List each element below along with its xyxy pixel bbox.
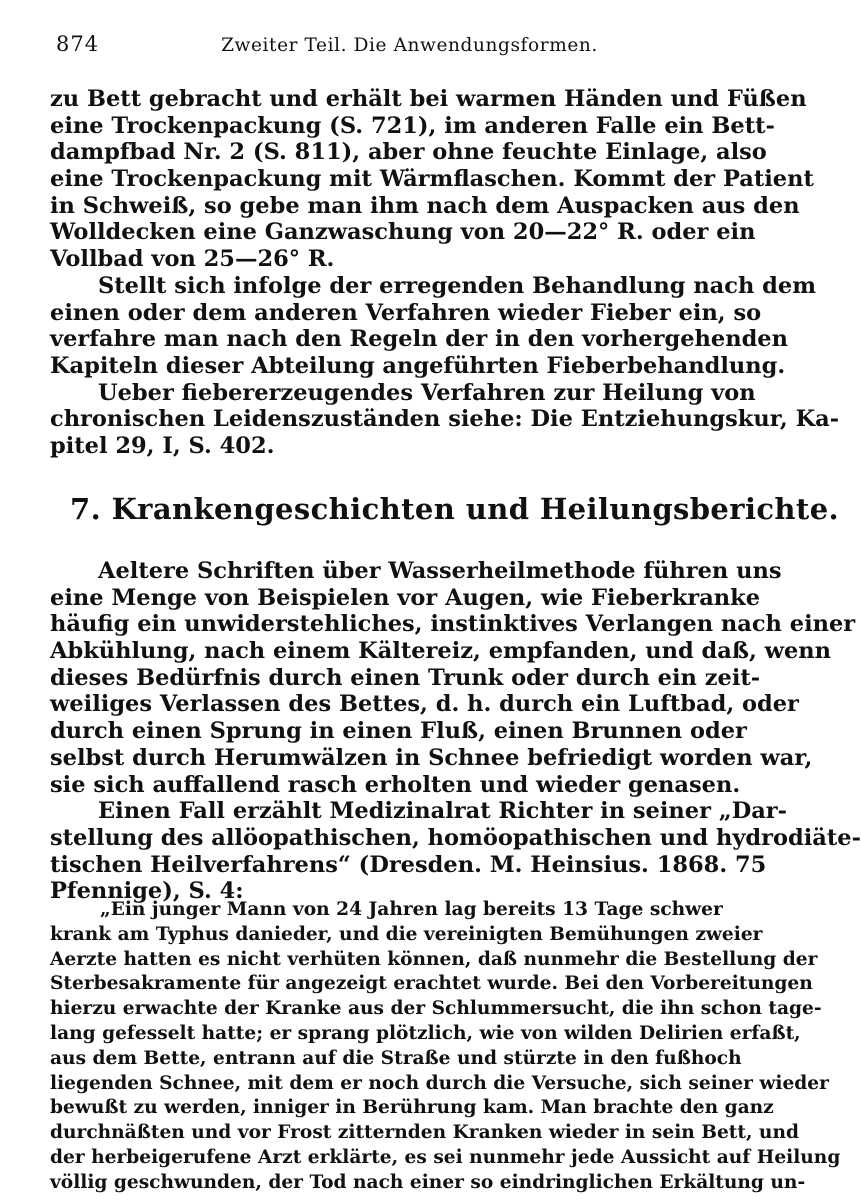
text-line: Abkühlung, nach einem Kältereiz, empfanden, und daß, wenn	[50, 638, 832, 665]
text-line: verfahre man nach den Regeln der in den vorhergehenden	[50, 326, 788, 353]
quote-line: aus dem Bette, entrann auf die Straße und stürzte in den fußhoch	[50, 1047, 742, 1069]
quote-line: „Ein junger Mann von 24 Jahren lag bereits 13 Tage schwer	[100, 899, 723, 920]
text-line: eine Trockenpackung (S. 721), im anderen Falle ein Bett-	[50, 112, 775, 139]
text-line: einen oder dem anderen Verfahren wieder Fieber ein, so	[50, 299, 762, 326]
quote-line: Sterbesakramente für angezeigt erachtet wurde. Bei den Vorbereitungen	[50, 973, 813, 995]
text-line: sie sich auffallend rasch erholten und wieder genasen.	[50, 771, 741, 798]
text-line: dieses Bedürfnis durch einen Trunk oder durch ein zeit-	[50, 664, 761, 691]
quote-line: völlig geschwunden, der Tod nach einer so eindringlichen Erkältung un-	[50, 1171, 806, 1193]
quote-line: durchnäßten und vor Frost zitternden Kranken wieder in sein Bett, und	[50, 1122, 799, 1144]
section-two-text	[50, 558, 861, 905]
quote-line: hierzu erwachte der Kranke aus der Schlummersucht, die ihn schon tage-	[50, 998, 822, 1020]
text-line: eine Menge von Beispielen vor Augen, wie Fieberkranke	[50, 584, 761, 611]
quote-line: krank am Typhus danieder, und die vereinigten Bemühungen zweier	[50, 923, 763, 945]
text-line: in Schweiß, so gebe man ihm nach dem Auspacken aus den	[50, 192, 800, 219]
text-line: Kapiteln dieser Abteilung angeführten Fieberbehandlung.	[50, 352, 786, 379]
text-line: tischen Heilverfahrens“ (Dresden. M. Heinsius. 1868. 75	[50, 851, 767, 878]
text-line: eine Trockenpackung mit Wärmflaschen. Kommt der Patient	[50, 166, 814, 193]
text-line: Pfennige), S. 4:	[50, 878, 244, 905]
text-line: pitel 29, I, S. 402.	[50, 432, 275, 459]
text-line: Ueber fiebererzeugendes Verfahren zur Heilung von	[98, 379, 756, 406]
text-line: zu Bett gebracht und erhält bei warmen Händen und Füßen	[50, 86, 807, 112]
text-line: Stellt sich infolge der erregenden Behandlung nach dem	[98, 272, 817, 299]
text-line: selbst durch Herumwälzen in Schnee befriedigt worden war,	[50, 744, 813, 771]
text-line: durch einen Sprung in einen Fluß, einen Brunnen oder	[50, 718, 747, 745]
quote-line: bewußt zu werden, inniger in Berührung kam. Man brachte den ganz	[50, 1097, 774, 1119]
text-line: dampfbad Nr. 2 (S. 811), aber ohne feuchte Einlage, also	[50, 139, 767, 166]
text-line: stellung des allöopathischen, homöopathischen und hydrodiäte-	[50, 824, 861, 851]
quote-line: liegenden Schnee, mit dem er noch durch die Versuche, sich seiner wieder	[50, 1072, 829, 1094]
section-one-text	[50, 86, 840, 460]
text-line: Aeltere Schriften über Wasserheilmethode führen uns	[98, 558, 782, 584]
text-line: Vollbad von 25—26° R.	[50, 246, 335, 273]
quote-line: lang gefesselt hatte; er sprang plötzlich, wie von wilden Delirien erfaßt,	[50, 1022, 801, 1044]
quotation-block	[50, 898, 841, 1196]
text-line: häufig ein unwiderstehliches, instinktives Verlangen nach einer	[50, 611, 856, 638]
text-line: chronischen Leidenszuständen siehe: Die Entziehungskur, Ka-	[50, 406, 840, 433]
text-line: Wolldecken eine Ganzwaschung von 20—22° R. oder ein	[50, 219, 756, 246]
quote-line: Aerzte hatten es nicht verhüten können, daß nunmehr die Bestellung der	[50, 948, 818, 970]
running-head	[56, 32, 676, 60]
section-heading: 7. Krankengeschichten und Heilungsberichte.	[70, 492, 840, 526]
page-number: 874	[56, 32, 100, 56]
quote-line: der herbeigerufene Arzt erklärte, es sei nunmehr jede Aussicht auf Heilung	[50, 1146, 841, 1168]
text-line: weiliges Verlassen des Bettes, d. h. durch ein Luftbad, oder	[50, 691, 799, 718]
running-title: Zweiter Teil. Die Anwendungsformen.	[221, 35, 598, 56]
text-line: Einen Fall erzählt Medizinalrat Richter in seiner „Dar-	[98, 798, 787, 825]
